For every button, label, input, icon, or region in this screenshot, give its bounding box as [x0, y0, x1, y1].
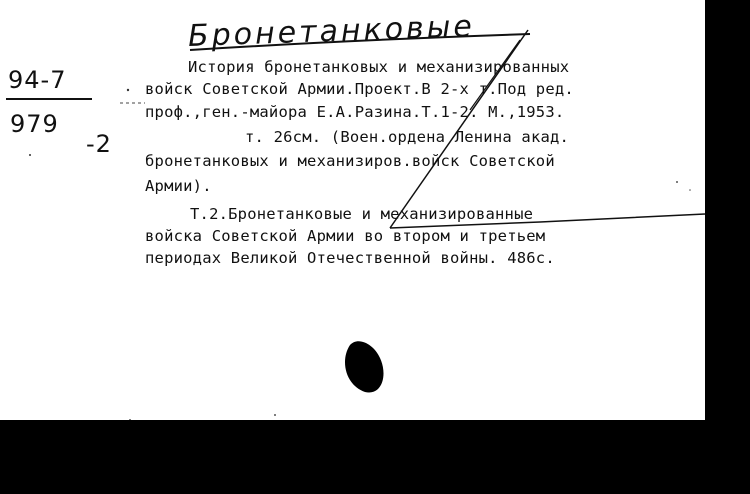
- diagonal-stroke-2: [470, 40, 520, 110]
- entry-line-2: войск Советской Армии.Проект.В 2-х т.Под ред.: [145, 80, 574, 98]
- entry-line-5: бронетанковых и механизиров.войск Советской: [145, 152, 555, 170]
- call-number-suffix: -2: [86, 130, 112, 158]
- heading-underline: [190, 34, 530, 50]
- entry-line-9: периодах Великой Отечественной войны. 486с.: [145, 249, 555, 267]
- entry-line-1: История бронетанковых и механизированных: [188, 58, 570, 76]
- call-number-bottom: 979: [10, 110, 59, 138]
- entry-line-3: проф.,ген.-майора Е.А.Разина.Т.1-2. М.,1953.: [145, 103, 565, 121]
- scan-border: [705, 0, 750, 494]
- ink-blot: [345, 341, 384, 392]
- entry-line-4: т. 26см. (Воен.ордена Ленина акад.: [245, 128, 570, 146]
- subject-heading: Бронетанковые: [187, 9, 476, 54]
- entry-line-6: Армии).: [145, 177, 212, 195]
- horizontal-stroke: [390, 214, 705, 228]
- call-number-top: 94-7: [8, 66, 67, 94]
- diagonal-stroke-1: [390, 30, 528, 228]
- entry-line-8: войска Советской Армии во втором и третьем: [145, 227, 546, 245]
- entry-line-7: Т.2.Бронетанковые и механизированные: [190, 205, 534, 223]
